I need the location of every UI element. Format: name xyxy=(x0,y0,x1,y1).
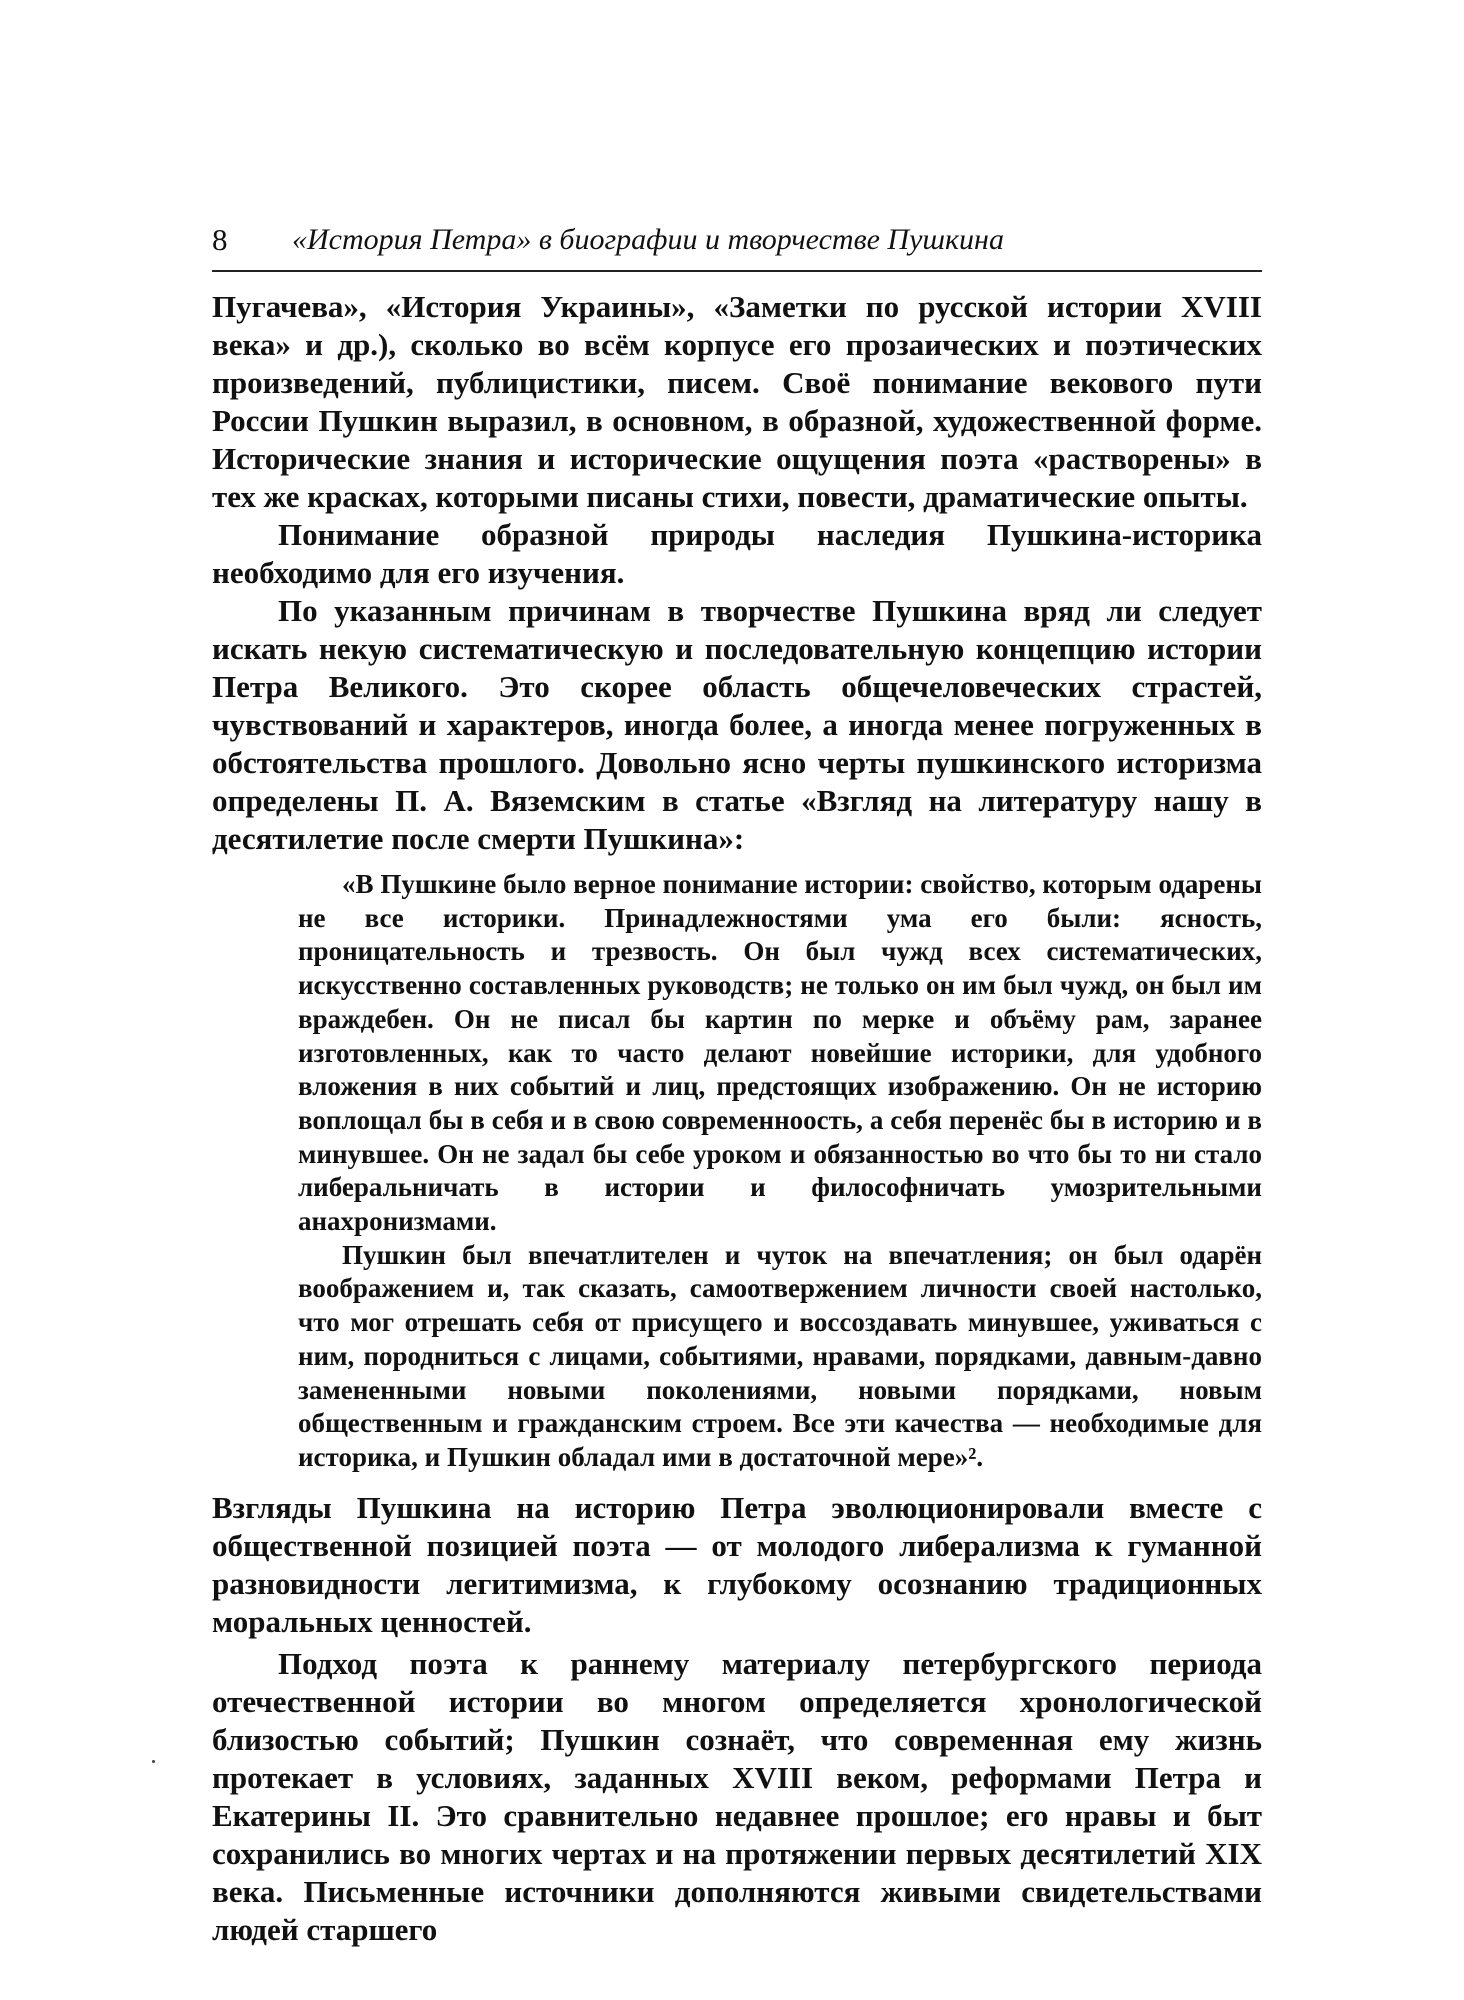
paragraph: Взгляды Пушкина на историю Петра эволюционировали вместе с общественной позицией поэта — от молодого либерализма к гуманной разновидности легитимизма, к глубокому осознанию традиционных моральных ценностей. xyxy=(212,1489,1262,1639)
quote-paragraph: «В Пушкине было верное понимание истории: свойство, которым одарены не все историки. Принадлежностями ума его были: ясность, проницательность и трезвость. Он был чужд всех систематических, искусственно составленных руководств; не только он им был чужд, он был им враждебен. Он не писал бы картин по мерке и объёму рам, заранее изготовленных, как то часто делают новейшие историки, для удобного вложения в них событий и лиц, предстоящих изображению. Он не историю воплощал бы в себя и в свою современноость, а себя перенёс бы в историю и в минувшее. Он не задал бы себе уроком и обязанностью во что бы то ни стало либеральничать в истории и философничать умозрительными анахронизмами. xyxy=(298,869,1262,1237)
block-quote xyxy=(298,868,1262,1475)
page-number: 8 xyxy=(212,222,228,257)
paragraph: По указанным причинам в творчестве Пушкина вряд ли следует искать некую систематическую и последовательную концепцию истории Петра Великого. Это скорее область общечеловеческих страстей, чувствований и характеров, иногда более, а иногда менее погруженных в обстоятельства прошлого. Довольно ясно черты пушкинского историзма определены П. А. Вяземским в статье «Взгляд на литературу нашу в десятилетие после смерти Пушкина»: xyxy=(212,593,1262,856)
paragraph: Понимание образной природы наследия Пушкина-историка необходимо для его изучения. xyxy=(212,517,1262,590)
page-body xyxy=(212,288,1262,1949)
running-head xyxy=(212,218,1262,272)
quote-paragraph: Пушкин был впечатлителен и чуток на впечатления; он был одарён воображением и, так сказать, самоотвержением личности своей настолько, что мог отрешать себя от присущего и воссоздавать минувшее, уживаться с ним, породниться с лицами, событиями, нравами, порядками, давным-давно замененными новыми поколениями, новыми порядками, новым общественным и гражданским строем. Все эти качества — необходимые для историка, и Пушкин обладал ими в достаточной мере»². xyxy=(298,1239,1262,1472)
paragraph-continuation: Пугачева», «История Украины», «Заметки по русской истории XVIII века» и др.), сколько во всём корпусе его прозаических и поэтических произведений, публицистики, писем. Своё понимание векового пути России Пушкин выразил, в основном, в образной, художественной форме. Исторические знания и исторические ощущения поэта «растворены» в тех же красках, которыми писаны стихи, повести, драматические опыты. xyxy=(212,289,1262,514)
scan-speck xyxy=(152,1760,155,1763)
book-page xyxy=(212,218,1262,1949)
paragraph: Подход поэта к раннему материалу петербургского периода отечественной истории во многом определяется хронологической близостью событий; Пушкин сознаёт, что современная ему жизнь протекает в условиях, заданных XVIII веком, реформами Петра и Екатерины II. Это сравнительно недавнее прошлое; его нравы и быт сохранились во многих чертах и на протяжении первых десятилетий XIX века. Письменные источники дополняются живыми свидетельствами людей старшего xyxy=(212,1645,1262,1947)
running-title: «История Петра» в биографии и творчестве Пушкина xyxy=(292,223,1004,256)
